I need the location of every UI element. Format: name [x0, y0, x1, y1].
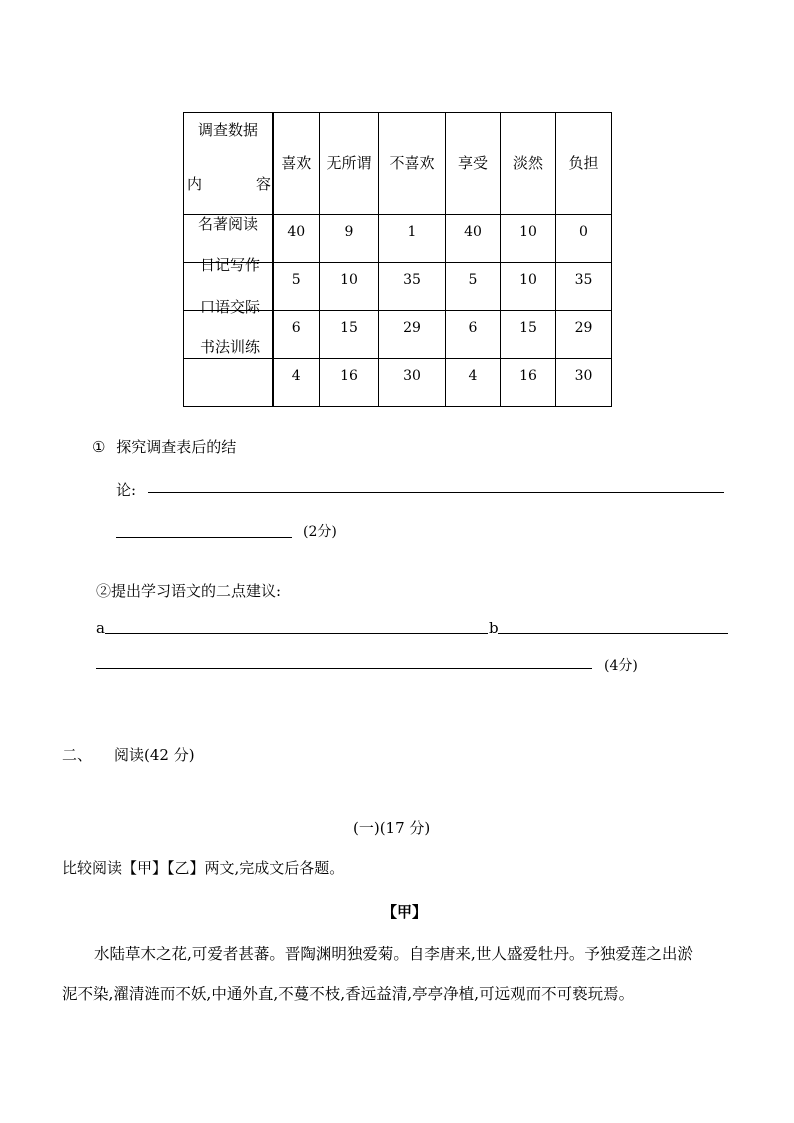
table-cell: 30	[556, 359, 612, 407]
table-cell: 35	[379, 263, 446, 311]
table-cell: 10	[501, 215, 556, 263]
table-cell: 10	[501, 263, 556, 311]
col-header: 享受	[446, 113, 501, 215]
q2-answer-a-line[interactable]	[105, 633, 488, 634]
col-header: 淡然	[501, 113, 556, 215]
col-header: 负担	[556, 113, 612, 215]
table-cell: 9	[320, 215, 379, 263]
section-number: 二、	[62, 746, 93, 764]
table-cell: 1	[379, 215, 446, 263]
row-label: 书法训练	[200, 338, 261, 356]
q1-answer-line-1[interactable]	[148, 492, 724, 493]
row-label: 名著阅读	[198, 215, 259, 233]
q1-marker: ①	[92, 438, 106, 456]
q2-answer-line-2[interactable]	[96, 668, 592, 669]
table-cell: 5	[446, 263, 501, 311]
corner-header-top: 调查数据	[198, 121, 259, 139]
table-cell: 40	[273, 215, 320, 263]
q2-score: (4分)	[604, 658, 638, 674]
q1-label: 论:	[116, 481, 137, 499]
q1-prompt	[92, 436, 236, 457]
corner-header-right: 容	[256, 175, 272, 193]
q2-prompt: ②提出学习语文的二点建议:	[96, 582, 282, 600]
section-title: 阅读(42 分)	[114, 746, 195, 764]
text-heading-jia: 【甲】	[382, 903, 428, 921]
table-cell: 5	[273, 263, 320, 311]
row-label: 口语交际	[200, 298, 261, 316]
table-cell: 30	[379, 359, 446, 407]
table-cell: 16	[320, 359, 379, 407]
q2-b-label: b	[489, 619, 499, 637]
table-cell: 35	[556, 263, 612, 311]
q1-score: (2分)	[303, 524, 337, 540]
table-cell: 16	[501, 359, 556, 407]
table-row	[184, 359, 612, 407]
q2-answer-b-line[interactable]	[498, 633, 728, 634]
passage-line: 泥不染,濯清涟而不妖,中通外直,不蔓不枝,香远益清,亭亭净植,可远观而不可亵玩焉。	[62, 985, 635, 1003]
table-cell: 0	[556, 215, 612, 263]
table-cell: 15	[501, 311, 556, 359]
passage-line: 水陆草木之花,可爱者甚蕃。晋陶渊明独爱菊。自李唐来,世人盛爱牡丹。予独爱莲之出淤	[94, 945, 693, 963]
q2-a-label: a	[96, 619, 105, 637]
col-header: 不喜欢	[379, 113, 446, 215]
table-cell: 29	[379, 311, 446, 359]
table-cell: 40	[446, 215, 501, 263]
table-cell: 15	[320, 311, 379, 359]
instruction: 比较阅读【甲】【乙】两文,完成文后各题。	[62, 859, 345, 877]
table-cell: 4	[446, 359, 501, 407]
corner-header-left: 内	[187, 175, 203, 193]
col-header: 喜欢	[273, 113, 320, 215]
table-cell: 6	[446, 311, 501, 359]
col-header: 无所谓	[320, 113, 379, 215]
table-cell: 6	[273, 311, 320, 359]
row-label: 日记写作	[200, 256, 261, 274]
q1-answer-line-2[interactable]	[116, 537, 292, 538]
part-title: (一)(17 分)	[353, 819, 431, 837]
table-cell: 10	[320, 263, 379, 311]
q1-text: 探究调查表后的结	[116, 438, 237, 456]
table-cell: 29	[556, 311, 612, 359]
table-cell: 4	[273, 359, 320, 407]
